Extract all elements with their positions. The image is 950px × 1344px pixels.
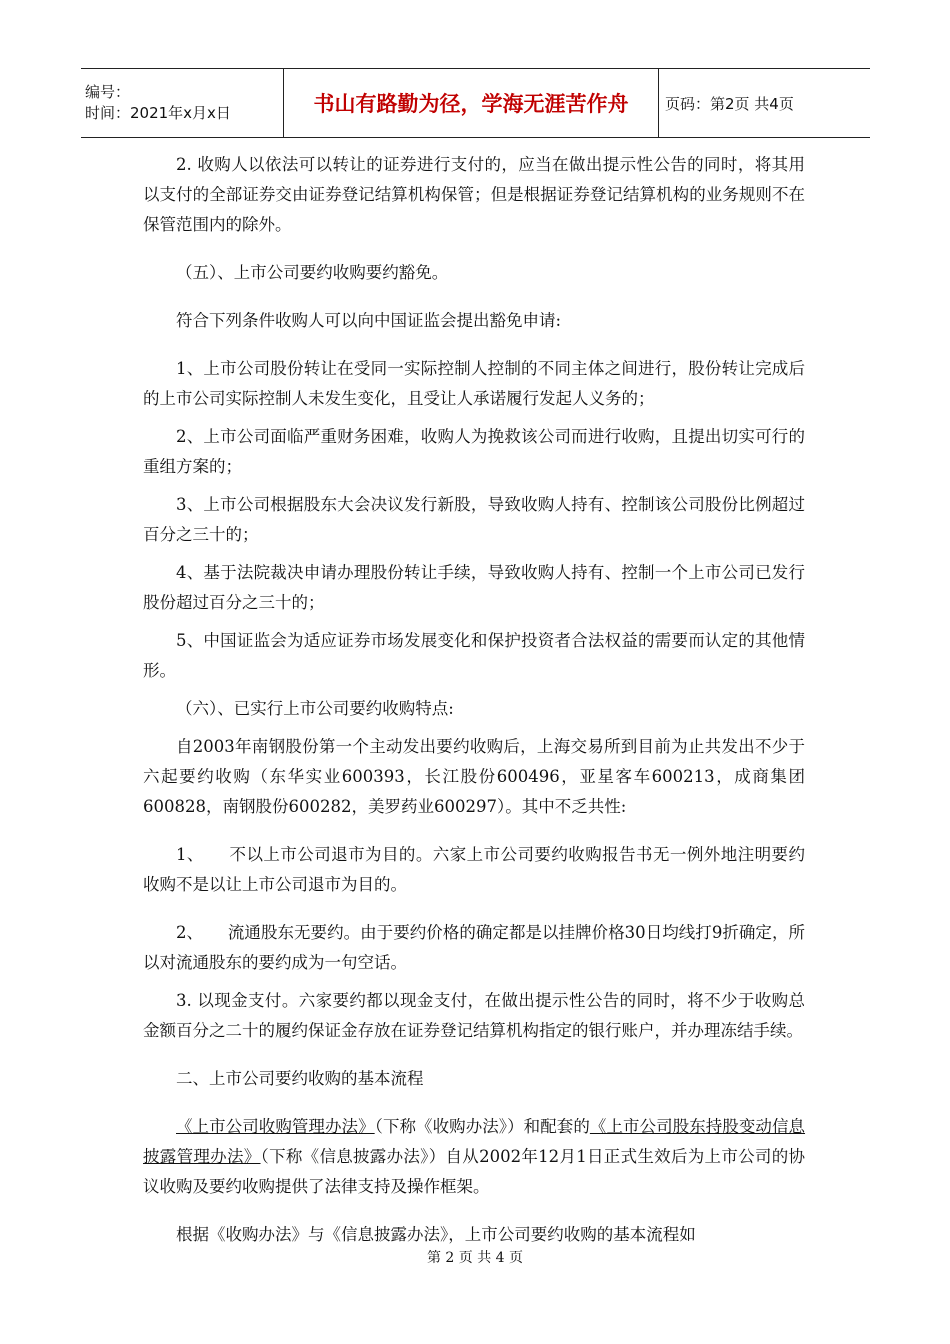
section-heading: （五）、上市公司要约收购要约豁免。 bbox=[176, 263, 449, 282]
document-number-label: 编号： bbox=[85, 83, 131, 101]
paragraph: 2. 收购人以依法可以转让的证券进行支付的，应当在做出提示性公告的同时，将其用以支付的全部证券交由证券登记结算机构保管；但是根据证券登记结算机构的业务规则不在保管范围内的除外。 bbox=[143, 155, 805, 234]
list-item: 2、 流通股东无要约。由于要约价格的确定都是以挂牌价格30日均线打9折确定，所以对流通股东的要约成为一句空话。 bbox=[143, 923, 805, 972]
paragraph-text: （下称《收购办法》）和配套的 bbox=[374, 1117, 590, 1136]
paragraph: 自2003年南钢股份第一个主动发出要约收购后，上海交易所到目前为止共发出不少于六起要约收购（东华实业600393，长江股份600496，亚星客车600213，成商集团600828，南钢股份600282，美罗药业600297）。其中不乏共性: bbox=[143, 737, 805, 816]
paragraph: 符合下列条件收购人可以向中国证监会提出豁免申请: bbox=[176, 311, 562, 330]
list-item: 1、 不以上市公司退市为目的。六家上市公司要约收购报告书无一例外地注明要约收购不是以让上市公司退市为目的。 bbox=[143, 845, 805, 894]
list-item: 3、上市公司根据股东大会决议发行新股，导致收购人持有、控制该公司股份比例超过百分之三十的； bbox=[143, 495, 805, 544]
paragraph bbox=[143, 1112, 805, 1202]
list-item: 1、上市公司股份转让在受同一实际控制人控制的不同主体之间进行，股份转让完成后的上市公司实际控制人未发生变化，且受让人承诺履行发起人义务的； bbox=[143, 359, 805, 408]
paragraph-text: （下称《信息披露办法》）自从2002年12月1日正式生效后为上市公司的协议收购及要约收购提供了法律支持及操作框架。 bbox=[143, 1147, 805, 1196]
list-item: 5、中国证监会为适应证券市场发展变化和保护投资者合法权益的需要而认定的其他情形。 bbox=[143, 631, 805, 680]
list-item: 4、基于法院裁决申请办理股份转让手续，导致收购人持有、控制一个上市公司已发行股份超过百分之三十的； bbox=[143, 563, 805, 612]
list-item: 3. 以现金支付。六家要约都以现金支付，在做出提示性公告的同时，将不少于收购总金额百分之二十的履约保证金存放在证券登记结算机构指定的银行账户，并办理冻结手续。 bbox=[143, 991, 805, 1040]
page-footer: 第 2 页 共 4 页 bbox=[426, 1250, 524, 1266]
regulation-link-acquisition[interactable]: 《上市公司收购管理办法》 bbox=[176, 1117, 375, 1136]
paragraph: 根据《收购办法》与《信息披露办法》，上市公司要约收购的基本流程如 bbox=[176, 1225, 696, 1244]
document-body bbox=[143, 150, 805, 1268]
document-time-label: 时间：2021年x月x日 bbox=[85, 104, 231, 122]
regulation-link-disclosure[interactable]: 《上市公司股东持股变动信息披露管理办法》 bbox=[143, 1117, 806, 1166]
header-motto: 书山有路勤为径，学海无涯苦作舟 bbox=[283, 69, 659, 137]
section-heading: （六）、已实行上市公司要约收购特点: bbox=[176, 699, 454, 718]
list-item: 2、上市公司面临严重财务困难，收购人为挽救该公司而进行收购，且提出切实可行的重组方案的； bbox=[143, 427, 805, 476]
page-header bbox=[81, 68, 870, 138]
header-page-info: 页码：第2页 共4页 bbox=[665, 94, 794, 113]
header-meta bbox=[81, 69, 283, 137]
section-heading: 二、上市公司要约收购的基本流程 bbox=[176, 1069, 424, 1088]
